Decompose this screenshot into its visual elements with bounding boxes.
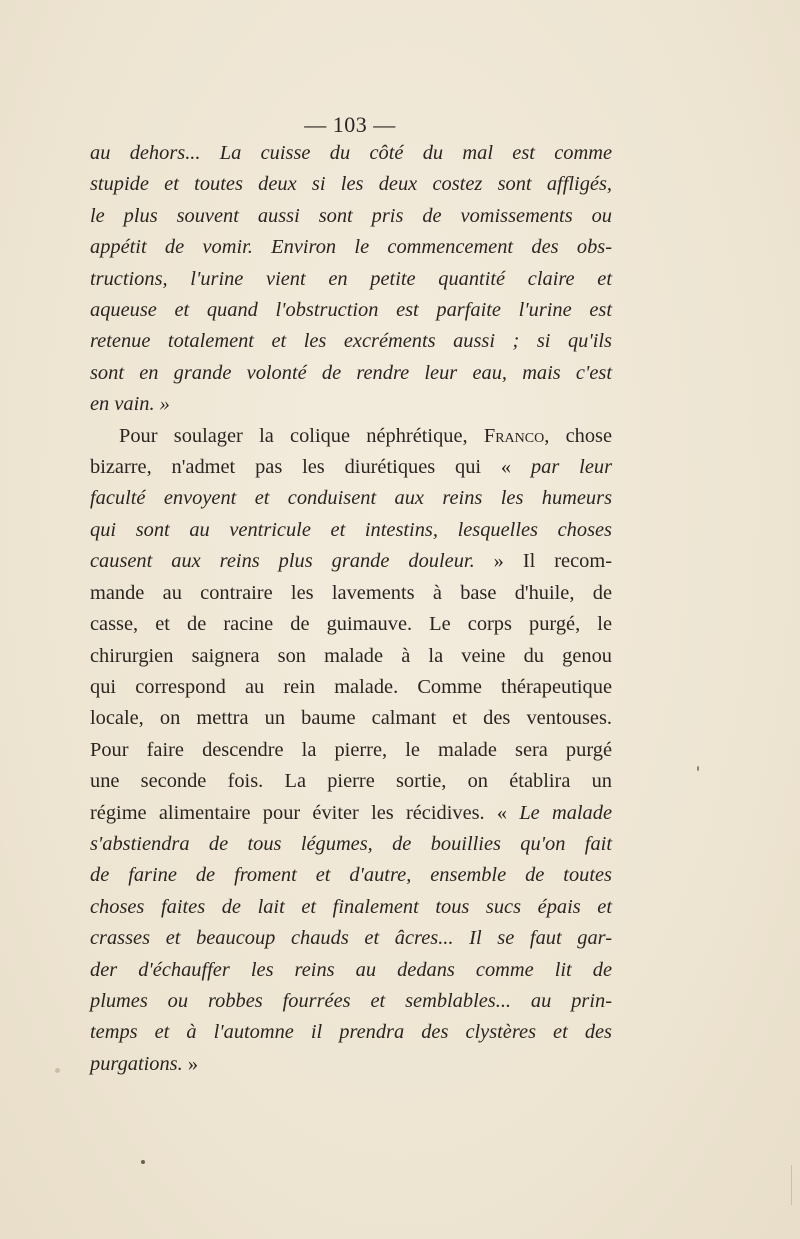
text-line: plumes ou robbes fourrées et semblables... au prin- xyxy=(90,989,612,1012)
text-line: faculté envoyent et conduisent aux reins les humeurs xyxy=(90,487,612,510)
body-text xyxy=(90,138,612,1080)
text-line: casse, et de racine de guimauve. Le corps purgé, le xyxy=(90,613,612,636)
text-segment: Pour soulager la colique néphrétique, xyxy=(119,424,484,447)
text-segment: Le malade xyxy=(519,801,613,824)
text-segment: purgations. xyxy=(90,1052,183,1075)
text-line: au dehors... La cuisse du côté du mal est comme xyxy=(90,142,612,164)
text-line xyxy=(90,421,612,452)
text-line: aqueuse et quand l'obstruction est parfaite l'urine est xyxy=(90,299,612,322)
author-name: Franco xyxy=(483,424,545,447)
paper-speck xyxy=(55,1068,60,1073)
text-line: de farine de froment et d'autre, ensemble de toutes xyxy=(90,864,612,887)
text-segment: » xyxy=(182,1052,199,1075)
page-number: — 103 — xyxy=(304,112,396,137)
paper-crease xyxy=(791,1165,792,1205)
text-line: crasses et beaucoup chauds et âcres... Il se faut gar- xyxy=(90,927,612,950)
text-line: mande au contraire les lavements à base d'huile, de xyxy=(90,581,612,604)
text-line: une seconde fois. La pierre sortie, on établira un xyxy=(90,770,612,793)
text-segment: , chose xyxy=(544,424,612,447)
text-line: en vain. » xyxy=(90,393,170,416)
text-line: chirurgien saignera son malade à la veine du genou xyxy=(90,644,612,667)
text-line: temps et à l'automne il prendra des clystères et des xyxy=(90,1021,612,1044)
text-line xyxy=(90,798,612,829)
paper-speck xyxy=(697,766,699,771)
text-segment: régime alimentaire pour éviter les récidives. « xyxy=(90,801,520,824)
text-segment: bizarre, n'admet pas les diurétiques qui « xyxy=(90,456,531,479)
text-line: der d'échauffer les reins au dedans comme lit de xyxy=(90,958,612,981)
text-line: appétit de vomir. Environ le commencement des obs- xyxy=(90,236,612,259)
text-segment: » Il recom- xyxy=(474,550,612,573)
text-line: sont en grande volonté de rendre leur eau, mais c'est xyxy=(90,361,612,384)
paper-speck xyxy=(141,1160,145,1164)
text-line: locale, on mettra un baume calmant et des ventouses. xyxy=(90,707,612,730)
text-line: tructions, l'urine vient en petite quantité claire et xyxy=(90,267,612,290)
text-line: stupide et toutes deux si les deux costez sont affligés, xyxy=(90,173,612,196)
text-segment: par leur xyxy=(530,456,613,479)
text-line xyxy=(90,1049,612,1080)
text-line xyxy=(90,546,612,577)
text-line: s'abstiendra de tous légumes, de bouillies qu'on fait xyxy=(90,832,612,855)
text-line: qui correspond au rein malade. Comme thérapeutique xyxy=(90,675,612,698)
text-line: retenue totalement et les excréments aussi ; si qu'ils xyxy=(90,330,612,353)
text-line: qui sont au ventricule et intestins, lesquelles choses xyxy=(90,518,612,541)
text-line: choses faites de lait et finalement tous sucs épais et xyxy=(90,895,612,918)
text-line: le plus souvent aussi sont pris de vomissements ou xyxy=(90,204,612,227)
text-line: Pour faire descendre la pierre, le malade sera purgé xyxy=(90,738,612,761)
text-line xyxy=(90,452,612,483)
text-segment: causent aux reins plus grande douleur. xyxy=(90,550,475,573)
